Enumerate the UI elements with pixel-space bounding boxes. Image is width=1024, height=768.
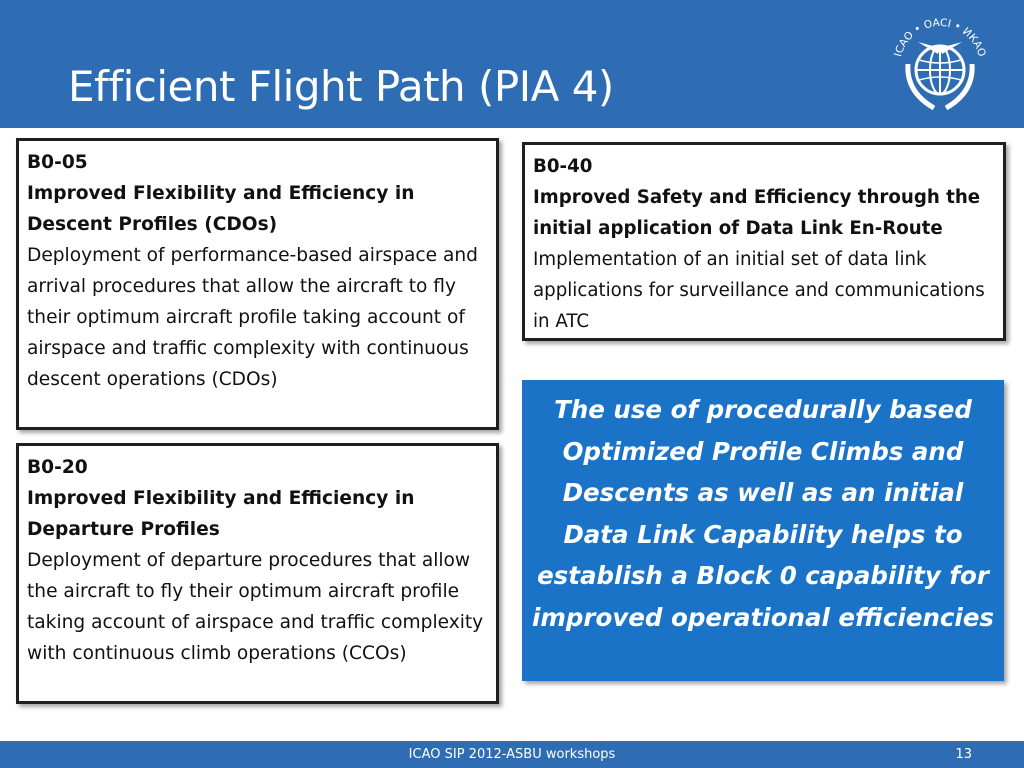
module-description: Implementation of an initial set of data link applications for surveillance and communications in ATC	[533, 249, 985, 332]
slide-title: Efficient Flight Path (PIA 4)	[68, 62, 614, 111]
module-heading: Improved Flexibility and Efficiency in Departure Profiles	[27, 488, 415, 540]
icao-emblem-icon	[878, 4, 1002, 128]
module-code: B0-40	[533, 156, 593, 177]
summary-callout	[522, 380, 1004, 681]
footer-label: ICAO SIP 2012-ASBU workshops	[408, 747, 616, 762]
b0-40-module-box	[522, 142, 1006, 341]
module-description: Deployment of departure procedures that allow the aircraft to fly their optimum aircraft profile taking account of airspace and traffic complexity with continuous climb operations (CCOs)	[27, 550, 484, 664]
module-description: Deployment of performance-based airspace and arrival procedures that allow the aircraft to fly their optimum aircraft profile taking account of airspace and traffic complexity with continuous descent operations (CDOs)	[27, 245, 478, 390]
svg-text:ICAO • OACI • ИКАО: ICAO • OACI • ИКАО	[892, 16, 988, 59]
b0-20-module-box	[16, 443, 499, 704]
callout-text: The use of procedurally based Optimized Profile Climbs and Descents as well as an initial Data Link Capability helps to establish a Block 0 capability for improved operational efficiencies	[531, 395, 995, 632]
slide-header	[0, 0, 1024, 128]
module-heading: Improved Safety and Efficiency through the initial application of Data Link En-Route	[533, 187, 981, 239]
module-code: B0-05	[27, 152, 88, 173]
module-heading: Improved Flexibility and Efficiency in Descent Profiles (CDOs)	[27, 183, 415, 235]
slide-footer	[0, 741, 1024, 768]
module-code: B0-20	[27, 457, 88, 478]
b0-05-module-box	[16, 138, 499, 430]
page-number: 13	[955, 747, 972, 762]
